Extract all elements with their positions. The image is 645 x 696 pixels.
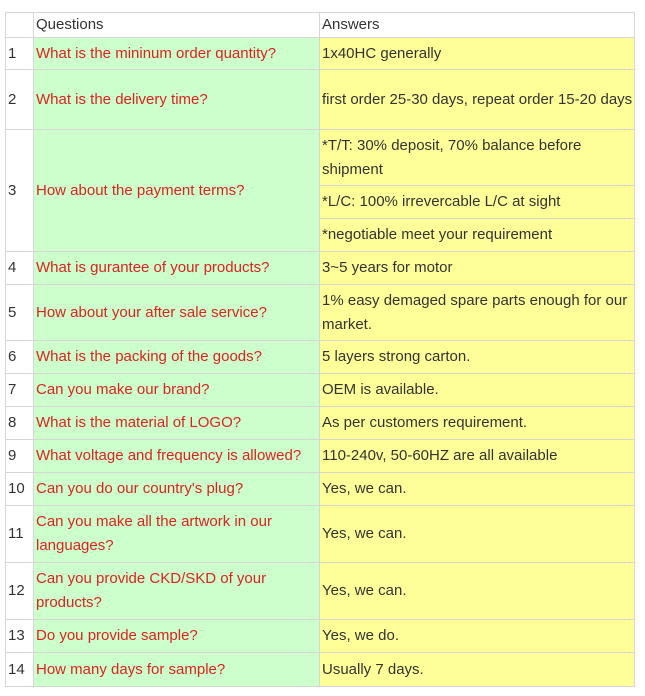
answer-cell: 110-240v, 50-60HZ are all available	[320, 440, 635, 473]
header-row	[6, 13, 635, 38]
answer-cell: 3~5 years for motor	[320, 252, 635, 285]
table-row	[6, 473, 635, 506]
row-number: 5	[6, 285, 34, 341]
table-row	[6, 620, 635, 653]
answer-cell: first order 25-30 days, repeat order 15-20 days	[320, 70, 635, 130]
answer-cell: Yes, we can.	[320, 506, 635, 563]
table-row	[6, 563, 635, 620]
question-cell: Can you provide CKD/SKD of your products?	[34, 563, 320, 620]
header-number	[6, 13, 34, 38]
question-cell: What is gurantee of your products?	[34, 252, 320, 285]
answer-cell: Yes, we can.	[320, 563, 635, 620]
row-number: 10	[6, 473, 34, 506]
row-number: 7	[6, 374, 34, 407]
row-number: 1	[6, 38, 34, 70]
table-row	[6, 374, 635, 407]
faq-table	[5, 12, 635, 687]
answer-cell: *T/T: 30% deposit, 70% balance before shipment	[320, 130, 635, 186]
row-number: 3	[6, 130, 34, 252]
answer-cell: Yes, we do.	[320, 620, 635, 653]
question-cell: What voltage and frequency is allowed?	[34, 440, 320, 473]
answer-cell: 1% easy demaged spare parts enough for our market.	[320, 285, 635, 341]
row-number: 14	[6, 653, 34, 687]
table-row	[6, 341, 635, 374]
row-number: 12	[6, 563, 34, 620]
question-cell: What is the mininum order quantity?	[34, 38, 320, 70]
question-cell: How many days for sample?	[34, 653, 320, 687]
table-row	[6, 252, 635, 285]
faq-body	[6, 13, 635, 687]
answer-cell: 5 layers strong carton.	[320, 341, 635, 374]
table-row	[6, 653, 635, 687]
table-row	[6, 407, 635, 440]
row-number: 2	[6, 70, 34, 130]
answer-cell: Yes, we can.	[320, 473, 635, 506]
table-row	[6, 38, 635, 70]
header-questions: Questions	[34, 13, 320, 38]
question-cell: Do you provide sample?	[34, 620, 320, 653]
question-cell: Can you make all the artwork in our languages?	[34, 506, 320, 563]
answer-cell: *negotiable meet your requirement	[320, 219, 635, 252]
answer-cell: Usually 7 days.	[320, 653, 635, 687]
question-cell: What is the material of LOGO?	[34, 407, 320, 440]
row-number: 9	[6, 440, 34, 473]
answer-cell: 1x40HC generally	[320, 38, 635, 70]
table-row	[6, 506, 635, 563]
question-cell: How about the payment terms?	[34, 130, 320, 252]
row-number: 8	[6, 407, 34, 440]
table-row	[6, 285, 635, 341]
header-answers: Answers	[320, 13, 635, 38]
row-number: 13	[6, 620, 34, 653]
row-number: 4	[6, 252, 34, 285]
answer-cell: As per customers requirement.	[320, 407, 635, 440]
question-cell: Can you do our country's plug?	[34, 473, 320, 506]
question-cell: What is the delivery time?	[34, 70, 320, 130]
question-cell: How about your after sale service?	[34, 285, 320, 341]
row-number: 6	[6, 341, 34, 374]
table-row	[6, 70, 635, 130]
answer-cell: OEM is available.	[320, 374, 635, 407]
table-row	[6, 130, 635, 186]
table-row	[6, 440, 635, 473]
answer-cell: *L/C: 100% irrevercable L/C at sight	[320, 186, 635, 219]
row-number: 11	[6, 506, 34, 563]
question-cell: Can you make our brand?	[34, 374, 320, 407]
question-cell: What is the packing of the goods?	[34, 341, 320, 374]
